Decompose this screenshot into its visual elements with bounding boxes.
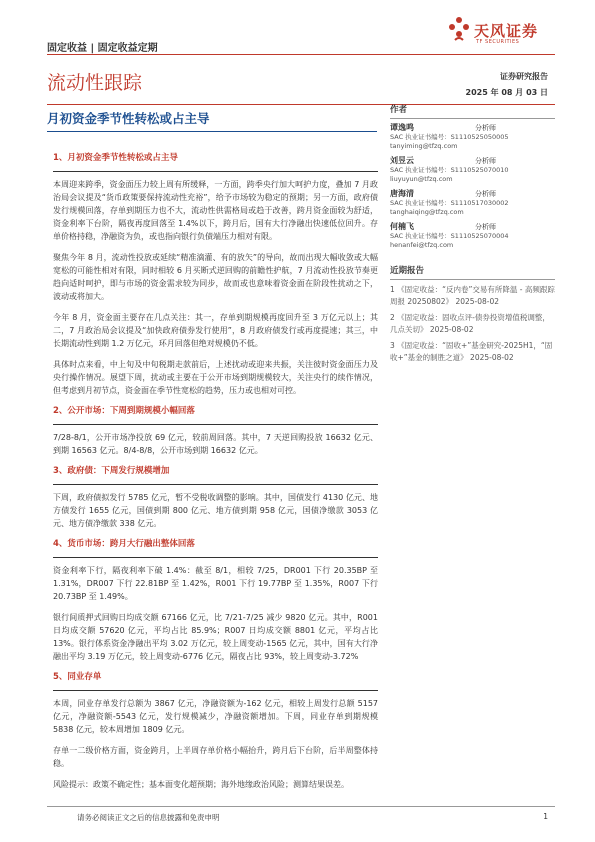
author-sac: SAC 执业证书编号：S1110525070010 [390,166,509,174]
section-5 [53,671,378,791]
section-1 [53,152,378,397]
report-type: 证券研究报告 [500,72,548,81]
author-name: 刘昱云 [390,156,414,165]
paragraph: 7/28-8/1，公开市场净投放 69 亿元，较前周回落。其中，7 天逆回购投放 16632 亿元、到期 16563 亿元。8/4-8/8，公开市场到期 16632 亿元。 [53,433,378,455]
author-card [390,123,555,151]
report-link[interactable]: 1 《固定收益：“反内卷”交易有所降温 - 高频跟踪周报 20250802》 2025-08-02 [390,285,555,306]
section-rule [53,484,378,485]
section-rule [53,171,378,172]
paragraph: 聚焦今年 8 月，流动性投放或延续“精准滴灌、有的放矢”的导向，故而出现大幅收敛或大幅宽松的可能性相对有限，同时相较 6 月买断式逆回购的前瞻性护航，7 月流动性投放节奏更趋向适时呵护，即与市场的资金需求较为同步，故而或也意味着资金面在阶段性扰动之下，波动或将加大。 [53,253,378,301]
section-heading: 4、货币市场：跨月大行融出整体回落 [53,539,195,549]
author-role: 分析师 [475,157,496,165]
section-rule [53,424,378,425]
logo-mark-icon [446,14,472,44]
paragraph: 今年 8 月，资金面主要存在几点关注：其一，存单到期规模再度回升至 3 万亿元以上；其二，7 月政治局会议提及“加快政府债券发行使用”，8 月政府债发行或再度提速；其三，中长期流动性到期 1.2 万亿元，环月回落但绝对规模仍不低。 [53,313,378,348]
author-email[interactable]: tanghaiqing@tfzq.com [390,208,464,216]
authors-heading: 作者 [390,103,555,119]
sidebar [390,103,555,368]
author-role: 分析师 [475,190,496,198]
paragraph: 风险提示：政策不确定性；基本面变化超预期；海外地缘政治风险；测算结果误差。 [53,780,349,789]
author-name: 谭逸鸣 [390,123,414,132]
header-category: 固定收益 | 固定收益定期 [47,43,158,54]
brand-logo [446,14,556,50]
section-heading: 5、同业存单 [53,672,102,682]
author-email[interactable]: liuyuyun@tfzq.com [390,175,453,183]
paragraph: 资金利率下行，隔夜利率下破 1.4%：截至 8/1，相较 7/25，DR001 下行 20.35BP 至 1.31%，DR007 下行 22.81BP 至 1.42%，R001 下行 19.77BP 至 1.35%，R007 下行 20.73BP 至 1.49%。 [53,566,378,601]
paragraph: 具体时点来看，中上旬及中旬税期走款前后，上述扰动或迎来共振，关注彼时资金面压力及央行操作情况。展望下周，扰动或主要在于公开市场到期规模较大，关注央行的续作情况，但考虑到月初节点，资金面在季节性宽松的趋势，压力或也相对可控。 [53,360,378,395]
author-email[interactable]: tanyiming@tfzq.com [390,142,458,150]
author-name: 唐海清 [390,189,414,198]
top-rule [47,54,555,55]
section-3 [53,465,378,530]
page-number: 1 [543,812,548,821]
paragraph: 下周，政府债拟发行 5785 亿元，暂不受税收调整的影响。其中，国债发行 4130 亿元、地方债发行 1655 亿元，国债到期 800 亿元、地方债到期 958 亿元，国债净缴款 3053 亿元、地方债净缴款 338 亿元。 [53,493,378,528]
logo-cn-text: 天风证券 [474,22,539,40]
report-date: 2025 年 08 月 03 日 [465,88,548,97]
author-role: 分析师 [475,223,496,231]
paragraph: 存单一二级价格方面，资金跨月，上半周存单价格小幅抬升，跨月后下台阶，后半周整体持稳。 [53,746,378,768]
section-heading: 2、公开市场：下周到期规模小幅回落 [53,406,195,416]
subtitle-rule [47,131,377,132]
paragraph: 本周迎来跨季，资金面压力较上周有所缓释，一方面，跨季央行加大呵护力度，叠加 7 月政治局会议提及“货币政策要保持流动性充裕”，给予市场较为稳定的预期；另一方面，政府债发行规模回落，存单到期压力也不大，流动性供需格局或趋于改善，跨月资金面较为舒适，资金利率下台阶，隔夜再度回落至 1.4%以下，跨月后，国有大行净融出快速低位回升。存单价格持稳，净融资为负，或也指向银行负债端压力相对有限。 [53,180,378,241]
author-card [390,156,555,184]
section-rule [53,690,378,691]
author-name: 何楠飞 [390,222,414,231]
report-link[interactable]: 2 《固定收益：固收点评-债券投资增值税调整，几点关切》 2025-08-02 [390,313,550,334]
footer-rule [47,806,555,807]
author-email[interactable]: henanfei@tfzq.com [390,241,454,249]
author-sac: SAC 执业证书编号：S1110525050005 [390,133,509,141]
paragraph: 银行间质押式回购日均成交额 67166 亿元，比 7/21-7/25 减少 9820 亿元。其中，R001 日均成交额 57620 亿元，平均占比 85.9%；R007 日均成交额 8801 亿元，平均占比 13%。银行体系资金净融出平均 3.02 万亿元，较上周变动-1565 亿元，其中，国有大行净融出平均 3.19 万亿元，较上周变动-6776 亿元，隔夜占比 93%，较上周变动-3.72% [53,613,378,661]
author-role: 分析师 [475,124,496,132]
main-content [53,150,378,799]
author-card [390,222,555,250]
section-heading: 1、月初资金季节性转松或占主导 [53,153,178,163]
page-title: 流动性跟踪 [47,72,143,94]
author-sac: SAC 执业证书编号：S1110525070004 [390,232,509,240]
author-sac: SAC 执业证书编号：S1110517030002 [390,199,509,207]
reports-heading: 近期报告 [390,264,555,280]
paragraph: 本周，同业存单发行总额为 3867 亿元，净融资额为-162 亿元，相较上周发行总额 5157 亿元，净融资额-5543 亿元，发行规模减少，净融资额增加。下周，同业存单到期规模 5838 亿元，较本周增加 1809 亿元。 [53,699,378,734]
section-heading: 3、政府债：下周发行规模增加 [53,466,170,476]
section-rule [53,557,378,558]
report-subtitle: 月初资金季节性转松或占主导 [47,111,210,126]
logo-en-text: TF SECURITIES [476,39,520,45]
report-link[interactable]: 3 《固定收益：“固收+”基金研究-2025H1，“固收+”基金的制胜之道》 2025-08-02 [390,341,553,362]
author-card [390,189,555,217]
footer-disclaimer: 请务必阅读正文之后的信息披露和免责申明 [77,813,220,822]
section-4 [53,538,378,663]
section-2 [53,405,378,457]
